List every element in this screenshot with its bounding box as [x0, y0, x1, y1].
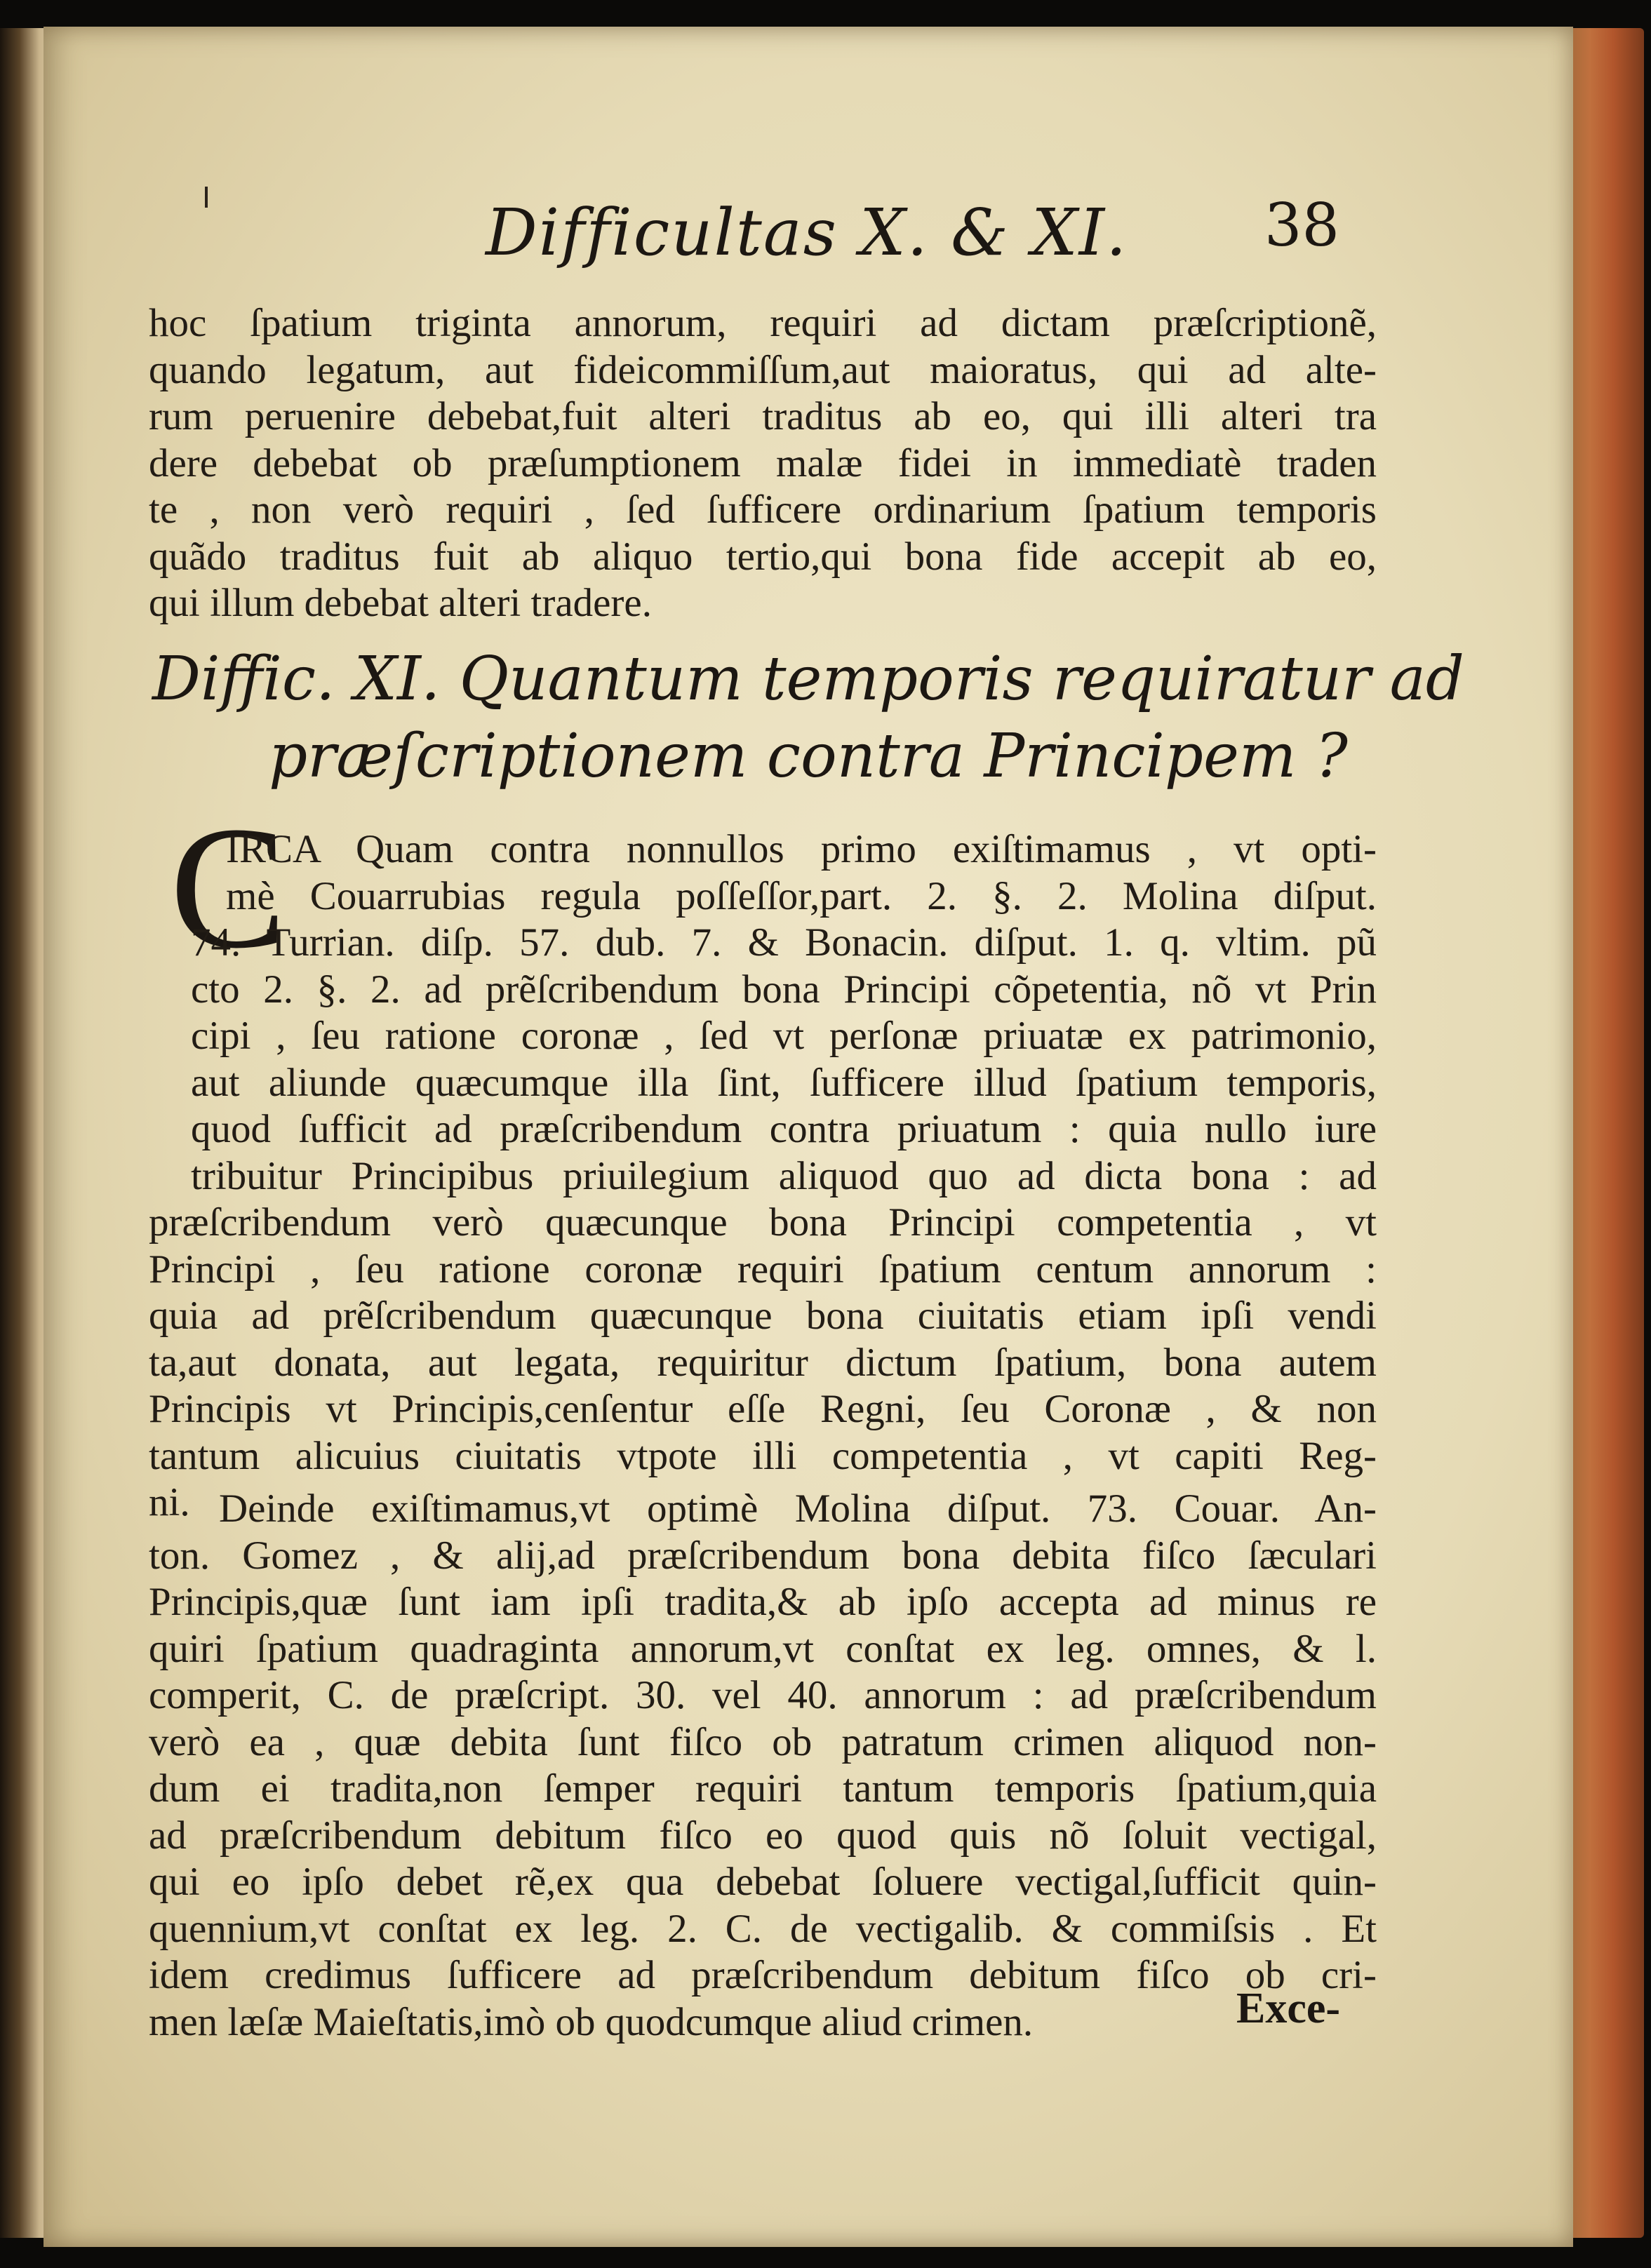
text-line: dum ei tradita,non ſemper requiri tantum temporis ſpatium,quia	[149, 1766, 1377, 1811]
text-line: tribuitur Principibus priuilegium aliquod quo ad dicta bona : ad	[191, 1153, 1377, 1198]
text-line: ad præſcribendum debitum fiſco eo quod quis nõ ſoluit vectigal,	[149, 1813, 1377, 1858]
text-line: quod ſufficit ad præſcribendum contra priuatum : quia nullo iure	[191, 1107, 1377, 1151]
text-line: ta,aut donata, aut legata, requiritur dictum ſpatium, bona autem	[149, 1340, 1377, 1385]
text-line: hoc ſpatium triginta annorum, requiri ad dictam præſcriptionẽ,	[149, 301, 1377, 345]
text-line: dere debebat ob præſumptionem malæ fidei in immediatè traden	[149, 441, 1377, 485]
text-line: quia ad prẽſcribendum quæcunque bona ciuitatis etiam ipſi vendi	[149, 1294, 1377, 1338]
text-line: ni.	[149, 1480, 190, 1524]
text-line: Principi , ſeu ratione coronæ requiri ſpatium centum annorum :	[149, 1247, 1377, 1291]
text-line: cto 2. §. 2. ad prẽſcribendum bona Principi cõpetentia, nõ vt Prin	[191, 967, 1377, 1012]
text-line: mè Couarrubias regula poſſeſſor,part. 2. §. 2. Molina diſput.	[226, 873, 1377, 918]
text-line: qui illum debebat alteri tradere.	[149, 581, 652, 625]
text-line: comperit, C. de præſcript. 30. vel 40. annorum : ad præſcribendum	[149, 1673, 1377, 1717]
section-heading-line-1: Diffic. XI. Quantum temporis requiratur ad	[152, 644, 1464, 714]
text-line: te , non verò requiri , ſed ſufficere ordinarium ſpatium temporis	[149, 488, 1377, 532]
text-line: idem credimus ſufficere ad præſcribendum debitum fiſco ob cri-	[149, 1953, 1377, 1997]
text-line: ton. Gomez , & alij,ad præſcribendum bona debita fiſco ſæculari	[149, 1533, 1377, 1578]
text-line: aut aliunde quæcumque illa ſint, ſufficere illud ſpatium temporis,	[191, 1060, 1377, 1105]
catch-word: Exce-	[1236, 1985, 1341, 2032]
text-line: Principis vt Principis,cenſentur eſſe Regni, ſeu Coronæ , & non	[149, 1387, 1377, 1431]
text-line: men læſæ Maieſtatis,imò ob quodcumque aliud crimen.	[149, 1999, 1034, 2044]
paragraph-second	[149, 1486, 1377, 2046]
paragraph-main	[149, 826, 1377, 1526]
text-line: IRCA Quam contra nonnullos primo exiſtimamus , vt opti-	[226, 827, 1377, 871]
text-line: præſcribendum verò quæcunque bona Principi competentia , vt	[149, 1200, 1377, 1244]
text-line: qui eo ipſo debet rẽ,ex qua debebat ſoluere vectigal,ſufficit quin-	[149, 1860, 1377, 1904]
section-heading-line-2: præſcriptionem contra Principem ?	[269, 721, 1348, 791]
text-line: Principis,quæ ſunt iam ipſi tradita,& ab ipſo accepta ad minus re	[149, 1580, 1377, 1624]
text-line: quiri ſpatium quadraginta annorum,vt conſtat ex leg. omnes, & l.	[149, 1626, 1377, 1671]
running-title: Difficultas X. & XI.	[486, 195, 1128, 270]
book-fore-edge	[1567, 28, 1644, 2238]
text-line: Deinde exiſtimamus,vt optimè Molina diſput. 73. Couar. An-	[219, 1487, 1377, 1531]
text-line: quãdo traditus fuit ab aliquo tertio,qui bona fide accepit ab eo,	[149, 534, 1377, 579]
text-line: 74. Turrian. diſp. 57. dub. 7. & Bonacin. diſput. 1. q. vltim. pũ	[191, 920, 1377, 965]
page	[44, 27, 1573, 2247]
text-line: quennium,vt conſtat ex leg. 2. C. de vectigalib. & commiſsis . Et	[149, 1906, 1377, 1951]
text-line: rum peruenire debebat,fuit alteri traditus ab eo, qui illi alteri tra	[149, 394, 1377, 438]
page-header	[44, 181, 1573, 279]
text-line: tantum alicuius ciuitatis vtpote illi competentia , vt capiti Reg-	[149, 1433, 1377, 1478]
text-line: verò ea , quæ debita ſunt fiſco ob patratum crimen aliquod non-	[149, 1719, 1377, 1764]
text-line: cipi , ſeu ratione coronæ , ſed vt perſonæ priuatæ ex patrimonio,	[191, 1014, 1377, 1058]
drop-cap: C	[170, 791, 287, 985]
text-line: quando legatum, aut fideicommiſſum,aut maioratus, qui ad alte-	[149, 347, 1377, 392]
page-number: 38	[1264, 191, 1339, 260]
paragraph-continued	[149, 300, 1377, 627]
